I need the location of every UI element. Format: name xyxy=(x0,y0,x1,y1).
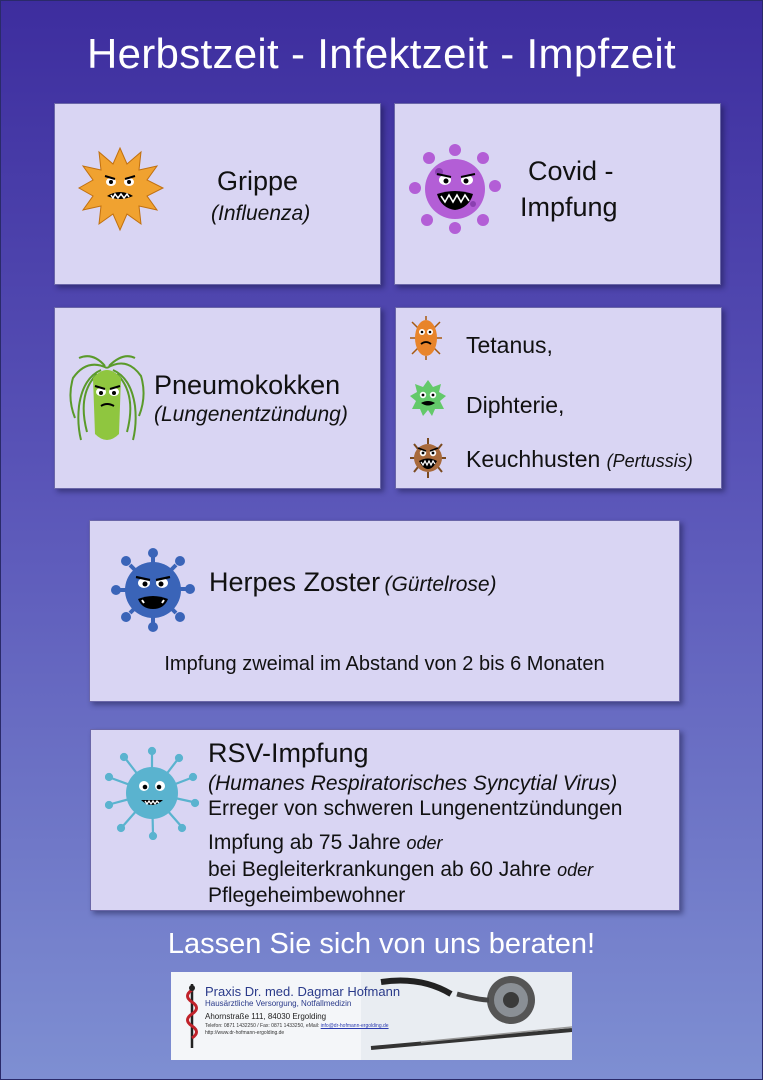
practice-specialty: Hausärztliche Versorgung, Notfallmedizin xyxy=(205,999,352,1008)
grippe-title: Grippe xyxy=(217,166,299,196)
card-pneumokokken xyxy=(54,307,381,489)
pneumo-title: Pneumokokken xyxy=(154,370,341,400)
rsv-line1 xyxy=(208,831,443,855)
keuchhusten-label: Keuchhusten xyxy=(466,446,601,472)
practice-email-link[interactable]: info@dr-hofmann-ergolding.de xyxy=(320,1023,389,1029)
herpes-title: Herpes Zoster xyxy=(209,567,381,597)
practice-name: Praxis Dr. med. Dagmar Hofmann xyxy=(205,984,401,999)
herpes-heading xyxy=(209,567,497,598)
diphterie-label: Diphterie, xyxy=(466,392,565,418)
card-herpes xyxy=(89,520,680,702)
card-grippe xyxy=(54,103,381,285)
pertussis-label: (Pertussis) xyxy=(606,451,693,471)
tetanus-germ-icon xyxy=(408,314,444,362)
rsv-virus-icon xyxy=(105,746,199,840)
grippe-virus-icon xyxy=(75,144,165,234)
practice-web[interactable]: http://www.dr-hofmann-ergolding.de xyxy=(205,1030,285,1036)
rsv-line2-text: bei Begleiterkrankungen ab 60 Jahre xyxy=(208,858,552,881)
covid-line1: Covid - xyxy=(528,156,614,186)
herpes-subtitle: (Gürtelrose) xyxy=(384,573,497,596)
practice-contact: Telefon: 0871 1432250 / Fax: 0871 1433250, eMail: xyxy=(205,1023,320,1029)
herpes-virus-icon xyxy=(110,547,196,633)
pneumo-subtitle: (Lungenentzündung) xyxy=(154,403,348,426)
rsv-title: RSV-Impfung xyxy=(208,738,369,768)
practice-contact-line xyxy=(205,1023,389,1029)
herpes-note: Impfung zweimal im Abstand von 2 bis 6 Monaten xyxy=(164,653,605,675)
pneumococcus-icon xyxy=(67,348,147,448)
card-covid xyxy=(394,103,721,285)
card-rsv xyxy=(90,729,680,911)
page-title: Herbstzeit - Infektzeit - Impfzeit xyxy=(86,30,677,77)
rsv-line1-text: Impfung ab 75 Jahre xyxy=(208,831,401,854)
rsv-desc: Erreger von schweren Lungenentzündungen xyxy=(208,797,623,820)
rsv-line2 xyxy=(208,858,593,882)
cta-text: Lassen Sie sich von uns beraten! xyxy=(167,928,596,960)
pertussis-germ-icon xyxy=(408,436,448,480)
rsv-line1-oder: oder xyxy=(406,833,443,853)
card-tdp xyxy=(395,307,722,489)
grippe-subtitle: (Influenza) xyxy=(211,202,311,225)
diphterie-germ-icon xyxy=(408,378,448,418)
practice-address: Ahornstraße 111, 84030 Ergolding xyxy=(205,1012,327,1021)
tetanus-label: Tetanus, xyxy=(466,332,553,358)
rsv-line2-oder: oder xyxy=(557,860,594,880)
covid-line2: Impfung xyxy=(520,192,618,222)
covid-virus-icon xyxy=(409,144,501,234)
rsv-subtitle: (Humanes Respiratorisches Syncytial Virus) xyxy=(208,772,618,795)
caduceus-logo-icon xyxy=(181,982,203,1050)
practice-logo xyxy=(171,972,572,1060)
keuchhusten-line xyxy=(466,446,693,473)
rsv-line3: Pflegeheimbewohner xyxy=(208,884,406,907)
